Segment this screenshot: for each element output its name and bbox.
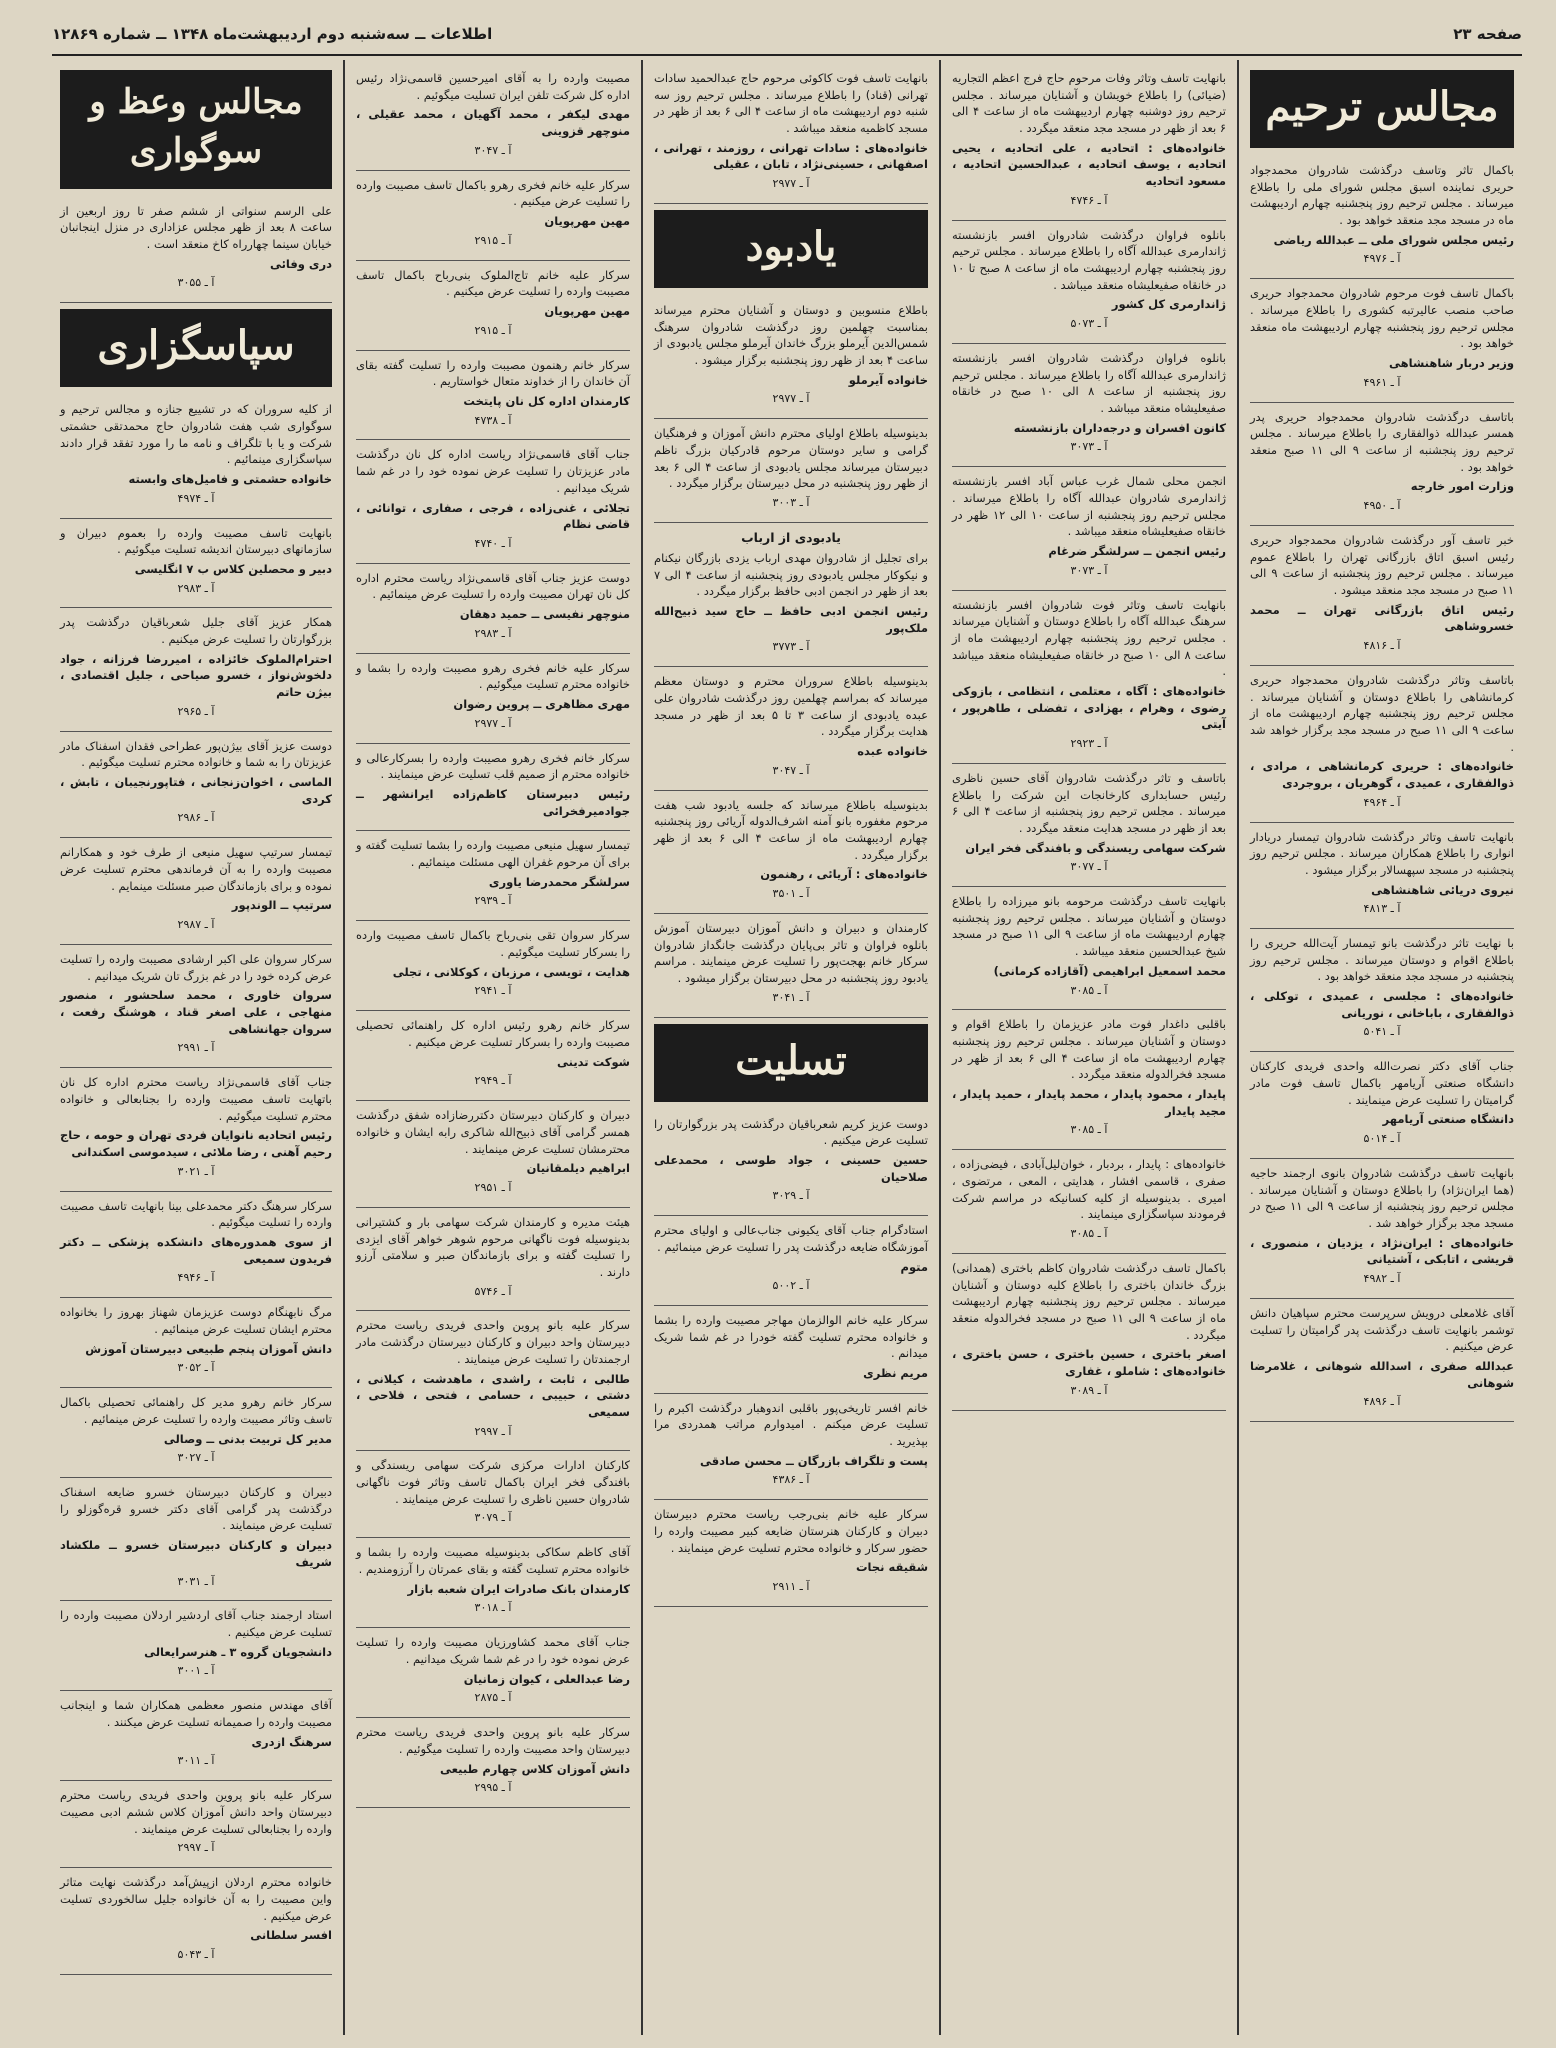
notice	[60, 732, 332, 839]
notice-text: بانلوه فراوان درگذشت شادروان افسر بازنشسته ژاندارمری عبدالله آگاه را باطلاع میرساند . مجلس ترحیم روز پنجشنبه چهارم اردیبهشت ماه از ساعت ۸ صبح تا ۱۰ در خانقاه صفیعلیشاه منعقد میباشد .	[952, 227, 1226, 292]
notice-text: جناب آقای محمد کشاورزیان مصیبت وارده را تسلیت عرض نموده خود را در غم شما شریک میدانیم .	[356, 1635, 630, 1667]
notice	[654, 64, 928, 204]
notice	[952, 467, 1226, 590]
notice-signature: محمد اسمعیل ابراهیمی (آقازاده کرمانی)	[993, 963, 1226, 978]
notice-text: تیمسار سهیل منیعی مصیبت وارده را بشما تسلیت گفته و برای آن مرحوم غفران الهی مسئلت مینمائیم .	[356, 838, 630, 870]
notice	[1250, 279, 1514, 402]
notice-signature: مهین مهرپویان	[544, 213, 630, 228]
notice	[654, 667, 928, 790]
notice	[60, 945, 332, 1068]
notice	[952, 764, 1226, 887]
notice	[654, 296, 928, 419]
notice-signature: سرلشگر محمدرضا یاوری	[488, 874, 630, 889]
notice-signature: رئیس مجلس شورای ملی ــ عبدالله ریاضی	[1273, 232, 1514, 247]
notice	[1250, 156, 1514, 279]
notice	[952, 221, 1226, 344]
notice-code: آ ـ ۴۷۴۶	[1070, 193, 1108, 207]
notice	[654, 791, 928, 914]
notice	[356, 351, 630, 441]
notice	[654, 1394, 928, 1501]
notice-text: انجمن محلی شمال غرب عباس آباد افسر بازنشسته ژاندارمری شادروان عبدالله آگاه را باطلاع میرساند . مجلس ترحیم روز پنجشنبه از ساعت ۱۰ الی ۱۲ ظهر در خانقاه صفیعلیشاه منعقد میباشد .	[952, 474, 1226, 539]
notice	[60, 1691, 332, 1781]
notice-text: استاد ارجمند جناب آقای اردشیر اردلان مصیبت وارده را تسلیت عرض میکنیم .	[60, 1608, 332, 1640]
notice-text: مرگ نابهنگام دوست عزیزمان شهناز بهروز را بخانواده محترم ایشان تسلیت عرض مینمائیم .	[60, 1305, 332, 1336]
notice-text: سرکار خانم فخری رهرو مصیبت وارده را بسرکارعالی و خانواده محترم از صمیم قلب تسلیت عرض مینمایند .	[356, 750, 630, 782]
notice-code: آ ـ ۴۹۸۲	[1363, 1272, 1401, 1286]
notice-code: آ ـ ۵۰۷۳	[1070, 317, 1108, 330]
notice-signature: دبیران و کارکنان دبیرستان خسرو ــ ملکشاد شریف	[60, 1538, 332, 1569]
paper-info: اطلاعات ــ سه‌شنبه دوم اردیبهشت‌ماه ۱۳۴۸ ــ شماره ۱۲۸۶۹	[52, 25, 493, 43]
notice-signature: خانواده عبده	[857, 744, 928, 758]
notice-text: باکمال تاسف درگذشت شادروان کاظم باختری (همدانی) بزرگ خاندان باختری را باطلاع کلیه دوستان و آشنایان میرساند . مجلس ترحیم روز پنجشنبه چهارم اردیبهشت ماه از ساعت ۹ الی ۱۱ صبح در مسجد فخرالدوله منعقد میگردد .	[952, 1261, 1226, 1342]
section-banner-yadbud: یادبود	[654, 210, 928, 288]
notice-code: آ ـ ۲۸۷۵	[474, 1691, 512, 1705]
notice-code: آ ـ ۲۹۱۵	[474, 233, 512, 247]
notice-signature: مهین مهرپویان	[544, 303, 630, 318]
notice-code: آ ـ ۳۰۸۵	[1070, 1227, 1108, 1241]
notice-text: سرکار علیه خانم تاج‌الملوک بنی‌رباح باکمال تاسف مصیبت وارده را تسلیت عرض میکنیم .	[356, 267, 630, 299]
notice	[654, 914, 928, 1018]
notice	[356, 1538, 630, 1628]
notice-code: آ ـ ۲۹۱۵	[474, 323, 512, 337]
notice-text: سرکار سرهنگ دکتر محمدعلی بینا بانهایت تاسف مصیبت وارده را تسلیت میگوئیم .	[60, 1198, 332, 1230]
notice-code: آ ـ ۴۹۶۱	[1363, 375, 1401, 389]
notice-signature: از سوی همدوره‌های دانشکده پزشکی ــ دکتر فریدون سمیعی	[60, 1234, 332, 1266]
notice	[952, 1254, 1226, 1411]
notice-code: آ ـ ۳۰۸۵	[1070, 983, 1108, 997]
notice-code: آ ـ ۳۰۷۷	[1070, 860, 1108, 874]
notice	[952, 1010, 1226, 1150]
notice	[356, 1311, 630, 1451]
notice-signature: شقیقه نجات	[855, 1560, 928, 1575]
notice-code: آ ـ ۲۹۷۷	[772, 177, 810, 191]
notice-text: سرکار خانم رهرو مدیر کل راهنمائی تحصیلی باکمال تاسف وتاثر مصیبت وارده را تسلیت عرض مینمائیم .	[60, 1395, 332, 1426]
notice	[60, 395, 332, 518]
notices-list	[356, 64, 630, 1808]
notice-code: آ ـ ۳۰۱۱	[177, 1754, 215, 1768]
notice-signature: افسر سلطانی	[250, 1928, 332, 1943]
notice-signature: حسین حسینی ، جواد طوسی ، محمدعلی صلاحیان	[654, 1152, 928, 1184]
notice-text: بانهایت تاسف وتاثر وفات مرحوم حاج فرج اعظم التجاریه (ضیائی) را باطلاع خویشان و آشنایان میرساند . مجلس ترحیم روز دوشنبه چهارم اردیبهشت ماه از ساعت ۴ الی ۶ بعد از ظهر در مسجد مجد منعقد میگردد .	[952, 71, 1226, 136]
notice-text: علی الرسم سنواتی از ششم صفر تا روز اربعین از ساعت ۸ بعد از ظهر مجلس عزاداری در منزل اینجانبان خیابان سینما چهارراه کاخ منعقد است .	[60, 203, 332, 251]
notice-signature: خانواده‌های : ایران‌نژاد ، یزدیان ، منصوری ، قریشی ، اتابکی ، آشتیانی	[1250, 1235, 1514, 1267]
notice-text: خانم افسر تاریخی‌پور باقلبی اندوهبار درگذشت اکبرم را تسلیت عرض میکنم . امیدوارم مراتب همدردی مرا بپذیرید .	[654, 1400, 928, 1449]
notice-code: آ ـ ۳۰۲۹	[772, 1189, 810, 1203]
notice-signature: هدایت ، تویسی ، مرزبان ، کوکلانی ، تجلی	[392, 964, 630, 979]
column-rule	[1237, 60, 1239, 2035]
notice-text: سرکار سروان تقی بنی‌رباح باکمال تاسف مصیبت وارده را بسرکار تسلیت میگوئیم .	[356, 928, 630, 959]
notice-text: سرکار علیه خانم بنی‌رجب ریاست محترم دبیرستان دبیران و کارکنان هنرستان ضایعه کبیر مصیبت وارده را حضور سرکار و خانواده محترم تسلیت عرض مینمایند .	[654, 1507, 928, 1555]
notice-code: آ ـ ۲۹۸۳	[177, 581, 215, 595]
notice-code: آ ـ ۵۰۴۳	[177, 1947, 215, 1961]
notice-text: بدینوسیله باطلاع میرساند که جلسه یادبود شب هفت مرحوم مغفوره بانو آمنه اشرف‌الدوله آریائی روز پنجشنبه چهارم اردیبهشت ماه از ساعت ۴ الی ۶ بعد از ظهر برگزار میگردد .	[654, 797, 928, 862]
notice-code: آ ـ ۴۸۹۶	[1363, 1395, 1401, 1409]
notice-text: خانواده‌های : پایدار ، بردبار ، خوان‌لیل‌آبادی ، فیضی‌زاده ، صفری ، قاسمی افشار ، هدایتی ، المعی ، مرتضوی ، امیری . بدینوسیله از کلیه کسانیکه در مراسم شرکت فرمودند سپاسگزاری مینمایند .	[952, 1157, 1226, 1222]
notices-list	[60, 395, 332, 1975]
notice-text: باتاسف وتاثر درگذشت شادروان محمدجواد حریری کرمانشاهی را باطلاع دوستان و آشنایان میرساند . مجلس ترحیم روز پنجشنبه چهارم اردیبهشت ماه از ساعت ۹ الی ۱۱ صبح در مسجد مجد برگزار خواهد شد .	[1250, 672, 1514, 754]
notice-text: سرکار علیه بانو پروین واحدی فریدی ریاست محترم دبیرستان واحد مصیبت وارده را تسلیت میگوئیم .	[356, 1725, 630, 1756]
notice-code: آ ـ ۳۰۴۷	[474, 143, 512, 157]
notices-list	[60, 197, 332, 304]
notice-text: باکمال تاسف فوت مرحوم شادروان محمدجواد حریری صاحب منصب عالیرتبه کشوری را باطلاع میرساند . مجلس ترحیم روز پنجشنبه چهارم اردیبهشت ماه منعقد خواهد بود .	[1250, 286, 1514, 351]
notice-signature: خانواده‌های : مجلسی ، عمیدی ، توکلی ، ذوالفقاری ، باباخانی ، نوریانی	[1250, 989, 1514, 1020]
column-3	[646, 60, 936, 2035]
notice-signature: وزیر دربار شاهنشاهی	[1389, 355, 1514, 370]
notice	[654, 1216, 928, 1306]
notice	[356, 64, 630, 171]
notice-signature: خانواده‌های : سادات تهرانی ، روزمند ، تهرانی ، اصفهانی ، حسینی‌نژاد ، تابان ، عقیلی	[654, 140, 928, 172]
notice-code: آ ـ ۵۷۴۶	[474, 1284, 512, 1298]
notice-signature: خانواده‌های : اتحادیه ، علی اتحادیه ، یحیی اتحادیه ، یوسف اتحادیه ، عبدالحسین اتحادیه ، مسعود اتحادیه	[952, 140, 1226, 189]
notice-text: سرکار علیه خانم فخری رهرو مصیبت وارده را بشما و خانواده محترم تسلیت میگوئیم .	[356, 660, 630, 692]
notice-signature: تجلائی ، غنی‌زاده ، فرجی ، صفاری ، توانائی ، قاضی نظام	[356, 500, 630, 532]
notice-signature: الماسی ، اخوان‌زنجانی ، فتاپورنجیبان ، تابش ، کردی	[60, 775, 332, 806]
notice-text: باتاسف و تاثر درگذشت شادروان آقای حسین ناظری رئیس حسابداری کارخانجات این شرکت را باطلاع میرساند . مجلس ترحیم روز پنجشنبه از ساعت ۴ الی ۶ بعد از ظهر در مسجد هدایت منعقد میگردد .	[952, 770, 1226, 835]
column-2	[944, 60, 1234, 2035]
notice-signature: عبدالله صفری ، اسدالله شوهانی ، غلامرضا شوهانی	[1250, 1359, 1514, 1390]
notices-list	[654, 1110, 928, 1608]
notice	[60, 519, 332, 609]
notice-signature: مریم نظری	[863, 1366, 928, 1381]
columns-grid	[52, 60, 1522, 2035]
notice-text: سرکار سروان علی اکبر ارشادی مصیبت وارده را تسلیت عرض کرده خود را در غم بزرگ تان شریک میدانیم .	[60, 952, 332, 983]
notices-list	[1250, 156, 1514, 1422]
notice-code: آ ـ ۳۰۴۷	[772, 763, 810, 777]
notice	[60, 1068, 332, 1191]
notice-signature: اصغر باختری ، حسین باختری ، حسن باختری ، خانواده‌های : شاملو ، غفاری	[952, 1347, 1226, 1379]
notice	[60, 197, 332, 304]
notice-signature: نیروی دریائی شاهنشاهی	[1371, 882, 1514, 897]
notice	[356, 831, 630, 921]
notice-signature: دانش آموزان کلاس چهارم طبیعی	[440, 1761, 630, 1776]
notice-text: تیمسار سرتیپ سهیل منیعی از طرف خود و همکارانم مصیبت وارده را به آن فرماندهی محترم تسلیت عرض نموده و برای بازماندگان صبر مسئلت مینمایم .	[60, 845, 332, 893]
notice-text: جناب آقای قاسمی‌نژاد ریاست اداره کل نان درگذشت مادر عزیزتان را تسلیت عرض نموده خود را در غم شما شریک میدانیم .	[356, 447, 630, 495]
notice	[654, 523, 928, 667]
notice-text: بانلوه فراوان درگذشت شادروان افسر بازنشسته ژاندارمری عبدالله آگاه را باطلاع میرساند . مجلس ترحیم روز پنجشنبه از ساعت ۸ الی ۱۰ صبح در خانقاه صفیعلیشاه منعقد میباشد .	[952, 350, 1226, 415]
column-1	[1242, 60, 1522, 2035]
notice	[356, 654, 630, 744]
notice-code: آ ـ ۳۰۰۳	[772, 495, 810, 509]
notice-text: بانهایت تاسف وتاثر فوت شادروان افسر بازنشسته سرهنگ عبدالله آگاه را باطلاع دوستان و آشنایان میرساند . مجلس ترحیم روز پنجشنبه چهارم اردیبهشت ماه از ساعت ۸ الی ۱۰ صبح در خانقاه صفیعلیشاه منعقد میباشد .	[952, 597, 1226, 679]
notice-signature: رضا عبدالعلی ، کیوان زمانیان	[463, 1671, 630, 1686]
notice	[60, 1601, 332, 1691]
notice-text: خانواده محترم اردلان ازپیش‌آمد درگذشت نهایت متاثر واین مصیبت را به آن خانواده جلیل سالخوردی تسلیت عرض میکنیم .	[60, 1875, 332, 1923]
notice-code: آ ـ ۵۰۰۲	[772, 1279, 810, 1293]
notice-code: آ ـ ۲۹۹۷	[474, 1424, 512, 1438]
notice-text: بانهایت تاسف وتاثر درگذشت شادروان تیمسار دریادار انواری را باطلاع همکاران میرساند . مجلس ترحیم روز پنجشنبه در مسجد سپهسالار برگزار میشود .	[1250, 829, 1514, 877]
notice-text: سرکار خانم رهرو رئیس اداره کل راهنمائی تحصیلی مصیبت وارده را بسرکار تسلیت عرض میکنیم .	[356, 1018, 630, 1049]
section-banner-memorial: مجالس ترحیم	[1250, 70, 1514, 148]
notice-code: آ ـ ۳۰۷۳	[1070, 563, 1108, 577]
masthead	[52, 14, 1522, 56]
notice-signature: رئیس اتاق بازرگانی تهران ــ محمد خسروشاهی	[1250, 602, 1514, 634]
notice-text: بانهایت تاسف درگذشت مرحومه بانو میرزاده را باطلاع دوستان و آشنایان میرساند . مجلس ترحیم روز پنجشنبه چهارم اردیبهشت ماه از ساعت ۹ الی ۱۱ صبح در مسجد شیخ عبدالحسین منعقد میباشد .	[952, 894, 1226, 959]
notice-signature: متوم	[900, 1259, 928, 1274]
notice	[952, 64, 1226, 221]
notice-code: آ ـ ۲۹۷۷	[474, 716, 512, 730]
notices-list	[654, 64, 928, 204]
notice	[1250, 403, 1514, 526]
notice-signature: خانواده حشمتی و فامیل‌های وابسته	[128, 471, 332, 486]
notice-code: آ ـ ۳۰۵۲	[177, 1361, 215, 1375]
notice	[60, 1192, 332, 1299]
notice-code: آ ـ ۲۹۹۷	[177, 1841, 215, 1855]
notice-text: از کلیه سروران که در تشییع جنازه و مجالس ترحیم و سوگواری شب هفت شادروان حاج محمدتقی حشمتی شرکت و یا با تلگراف و نامه ما را مورد تفقد قرار دادند سپاسگزاری مینمائیم .	[60, 402, 332, 467]
notices-list	[952, 64, 1226, 1411]
notice	[60, 1478, 332, 1601]
notice-text: آقای مهندس منصور معظمی همکاران شما و اینجانب مصیبت وارده را صمیمانه تسلیت عرض میکنند .	[60, 1698, 332, 1730]
notice-code: آ ـ ۲۹۸۳	[474, 626, 512, 640]
notice	[60, 1868, 332, 1975]
notice-signature: وزارت امور خارجه	[1410, 479, 1514, 494]
notice-signature: کارمندان اداره کل نان پایتخت	[463, 393, 630, 408]
notice	[60, 838, 332, 945]
notice-signature: سروان خاوری ، محمد سلحشور ، منصور منهاجی ، علی اصغر قناد ، هوشنگ رفعت ، سروان جهانشاهی	[60, 988, 332, 1036]
notice-signature: کارمندان بانک صادرات ایران شعبه بازار	[407, 1581, 630, 1596]
notice-signature: احترام‌الملوک خائزاده ، امیررضا فرزانه ، جواد دلخوش‌نواز ، خسرو صیاحی ، جلیل اقتصادی ، بیژن حاتم	[60, 651, 332, 700]
notice-signature: رئیس انجمن ــ سرلشگر ضرغام	[1048, 543, 1226, 558]
notice-code: آ ـ ۲۹۴۹	[474, 1074, 512, 1088]
page-number: صفحه ۲۳	[1453, 25, 1522, 43]
notice-signature: دبیر و محصلین کلاس ب ۷ انگلیسی	[134, 561, 332, 576]
notice-text: جناب آقای قاسمی‌نژاد ریاست محترم اداره کل نان باتهایت تاسف مصیبت وارده را بجنابعالی و خانواده محترم تسلیت میگوئیم .	[60, 1075, 332, 1123]
notice-text: کارمندان و دبیران و دانش آموزان دبیرستان آموزش بانلوه فراوان و تاثر بی‌پایان درگذشت جانگداز شادروان سرکار خانم بهجت‌پور را تسلیت عرض مینمایند . مراسم یادبود روز پنجشنبه در محل دبیرستان برگزار میشود .	[654, 920, 928, 985]
notice-code: آ ـ ۲۹۵۱	[474, 1180, 512, 1194]
notice-text: هیئت مدیره و کارمندان شرکت سهامی بار و کشتیرانی بدینوسیله فوت ناگهانی مرحوم شوهر خواهر آقای ایزدی را تسلیت گفته و برای بازماندگان صبر و سلامتی آرزو دارند .	[356, 1214, 630, 1279]
notice-text: جناب آقای دکتر نصرت‌الله واحدی فریدی کارکنان دانشگاه صنعتی آریامهر باکمال تاسف فوت مادر گرامیتان را تسلیت عرض مینمایند .	[1250, 1059, 1514, 1107]
notice-text: سرکار علیه بانو پروین واحدی فریدی ریاست محترم دبیرستان واحد دانش آموزان کلاس ششم ادبی مصیبت وارده را بجنابعالی تسلیت عرض مینمایند .	[60, 1788, 332, 1836]
notice	[952, 591, 1226, 764]
notice	[60, 1298, 332, 1388]
notice	[1250, 666, 1514, 823]
notice-code: آ ـ ۲۹۹۵	[474, 1781, 512, 1795]
notice-signature: طالبی ، ثابت ، راشدی ، ماهدشت ، کیلانی ، دشتی ، حبیبی ، حسامی ، فتحی ، فلاحی ، سمیعی	[356, 1371, 630, 1419]
notice	[1250, 1052, 1514, 1159]
notice	[356, 564, 630, 654]
notice	[356, 1718, 630, 1808]
notice-text: دوست عزیز آقای بیژن‌پور عطراحی فقدان اسفناک مادر عزیزتان را به شما و خانواده محترم تسلیت میگوئیم .	[60, 738, 332, 770]
notice-code: آ ـ ۲۹۶۵	[177, 704, 215, 718]
notice-signature: کانون افسران و درجه‌داران بازنشسته	[1013, 420, 1226, 435]
column-rule	[641, 60, 643, 2035]
notice-signature: پست و تلگراف بازرگان ــ محسن صادقی	[699, 1453, 928, 1468]
notice	[356, 440, 630, 563]
notice	[356, 921, 630, 1011]
notice-signature: دانشجویان گروه ۳ ـ هنرسرایعالی	[144, 1644, 332, 1659]
notice	[356, 171, 630, 261]
section-banner-thanks: سپاسگزاری	[60, 309, 332, 387]
column-rule	[939, 60, 941, 2035]
notice-signature: مدیر کل تربیت بدنی ــ وصالی	[163, 1431, 332, 1446]
notice-signature: رئیس اتحادیه نانوایان فردی تهران و حومه ، حاج رحیم آهنی ، رضا ملائی ، سیدموسی اسکندانی	[60, 1128, 332, 1159]
notice-signature: دری وفائی	[269, 256, 332, 271]
notice-code: آ ـ ۲۹۴۱	[474, 984, 512, 998]
notice-code: آ ـ ۴۸۱۶	[1363, 638, 1401, 652]
notice-text: باطلاع منسوبین و دوستان و آشنایان محترم میرساند بمناسبت چهلمین روز درگذشت شادروان سرهنگ شمس‌الدین آیرملو بزرگ خاندان آیرملو مجلس یادبودی از ساعت ۴ بعد از ظهر روز پنجشنبه برگزار میشود .	[654, 302, 928, 367]
notice-code: آ ـ ۳۰۱۸	[474, 1601, 512, 1615]
notice-signature: سرهنگ ازدری	[251, 1734, 332, 1749]
notice-signature: پایدار ، محمود پایدار ، محمد پایدار ، حمید پایدار ، مجید پایدار	[952, 1087, 1226, 1118]
notice	[1250, 1299, 1514, 1422]
notice-code: آ ـ ۳۰۰۱	[177, 1664, 215, 1678]
notice-code: آ ـ ۲۹۷۷	[772, 392, 810, 406]
notice-code: آ ـ ۴۷۳۸	[474, 413, 512, 427]
section-banner-mourning: مجالس وعظ و سوگواری	[60, 70, 332, 189]
notice-text: با نهایت تاثر درگذشت بانو تیمسار آیت‌الله حریری را باطلاع اقوام و دوستان میرساند . مجلس ترحیم روز پنجشنبه در مسجد مجد منعقد خواهد بود .	[1250, 936, 1514, 984]
notice-code: آ ـ ۳۷۷۳	[772, 640, 810, 654]
notice-text: بانهایت تاسف فوت کاکوئی مرحوم حاج عبدالحمید سادات تهرانی (قناد) را باطلاع میرساند . مجلس ترحیم روز سه شنبه دوم اردیبهشت ماه از ساعت ۴ الی ۶ بعد از ظهر در مسجد کاظمیه منعقد میباشد .	[654, 71, 928, 136]
notice-signature: خانواده‌های : حریری کرمانشاهی ، مرادی ، ذوالفقاری ، عمیدی ، گوهریان ، بروجردی	[1250, 759, 1514, 790]
notice-code: آ ـ ۲۹۸۶	[177, 811, 215, 825]
notice-text: بدینوسیله باطلاع اولیای محترم دانش آموزان و فرهنگیان گرامی و سایر دوستان مرحوم قادرکیان بزرگ ناظم دبیرستان میرساند مجلس یادبودی از ساعت ۴ الی ۶ بعد از ظهر روز پنجشنبه در محل دبیرستان برگزار میگردد .	[654, 426, 928, 491]
notice-text: برای تجلیل از شادروان مهدی ارباب یزدی بازرگان نیکنام و نیکوکار مجلس یادبودی روز پنجشنبه از ساعت ۴ الی ۷ بعد از ظهر در انجمن ادبی حافظ برگزار میگردد .	[654, 551, 928, 599]
column-rule	[343, 60, 345, 2035]
notice-text: خبر تاسف آور درگذشت شادروان محمدجواد حریری رئیس اسبق اتاق بازرگانی تهران را باطلاع عموم میرساند . مجلس ترحیم روز پنجشنبه از ساعت ۹ الی ۱۱ صبح در مسجد مجد منعقد میشود .	[1250, 532, 1514, 597]
notice-text: دبیران و کارکنان دبیرستان خسرو ضایعه اسفناک درگذشت پدر گرامی آقای دکتر خسرو قره‌گوزلو را تسلیت عرض مینمایند .	[60, 1485, 332, 1533]
notice-signature: رئیس دبیرستان کاظم‌زاده ایرانشهر ــ جوادمیرفخرائی	[356, 787, 630, 818]
notice-code: آ ـ ۴۹۴۶	[177, 1271, 215, 1285]
notice-code: آ ـ ۳۰۲۷	[177, 1451, 215, 1465]
notice-text: سرکار علیه بانو پروین واحدی فریدی ریاست محترم دبیرستان واحد دبیران و کارکنان دبیرستان درگذشت مادر ارجمندتان را تسلیت عرض مینمایند .	[356, 1318, 630, 1366]
notice	[356, 1101, 630, 1208]
notice-code: آ ـ ۲۹۸۷	[177, 918, 215, 932]
notice-code: آ ـ ۳۰۴۱	[772, 990, 810, 1004]
notice-signature: سرتیپ ــ الوندپور	[231, 898, 332, 913]
notice-signature: خانواده‌های : آگاه ، معتلمی ، انتظامی ، بازوکی رضوی ، وهرام ، بهزادی ، تفضلی ، طاهرپور ، آیتی	[952, 683, 1226, 732]
notice	[356, 744, 630, 832]
notice-text: باکمال تاثر وتاسف درگذشت شادروان محمدجواد حریری نماینده اسبق مجلس شورای ملی را باطلاع میرساند . مجلس ترحیم روز پنجشنبه چهارم اردیبهشت ماه در مسجد مجد منعقد خواهد بود .	[1250, 163, 1514, 228]
notice-code: آ ـ ۳۰۵۵	[177, 276, 215, 290]
notice-code: آ ـ ۴۸۱۳	[1363, 902, 1401, 916]
notice-text: آقای کاظم سکاکی بدینوسیله مصیبت وارده را بشما و خانواده محترم تسلیت گفته و بقای عمرتان را آرزومندیم .	[356, 1545, 630, 1577]
notice-code: آ ـ ۳۵۰۱	[772, 886, 810, 900]
notice-text: همکار عزیز آقای جلیل شعرباقیان درگذشت پدر بزرگوارتان را تسلیت عرض میکنیم .	[60, 615, 332, 647]
notice-code: آ ـ ۲۹۳۹	[474, 894, 512, 908]
notice-code: آ ـ ۵۰۱۴	[1363, 1132, 1401, 1146]
notice-text: سرکار خانم رهنمون مصیبت وارده را تسلیت گفته بقای آن خاندان را از خداوند متعال خواستاریم .	[356, 357, 630, 389]
notice	[356, 261, 630, 351]
notice-code: آ ـ ۴۳۸۶	[772, 1473, 810, 1487]
notice	[952, 344, 1226, 467]
notice-signature: رئیس انجمن ادبی حافظ ــ حاج سید ذبیح‌الله ملک‌پور	[654, 604, 928, 635]
notice	[1250, 929, 1514, 1052]
notice-code: آ ـ ۴۹۵۰	[1363, 498, 1401, 512]
notice	[952, 887, 1226, 1010]
notice-text: کارکنان ادارات مرکزی شرکت سهامی ریسندگی و بافندگی فخر ایران باکمال تاسف وتاثر فوت ناگهانی شادروان حسین ناظری را تسلیت عرض مینمایند .	[356, 1458, 630, 1506]
notice-code: آ ـ ۴۹۶۴	[1363, 795, 1401, 809]
notice-code: آ ـ ۴۹۷۴	[177, 491, 215, 505]
notice	[1250, 526, 1514, 666]
notice	[654, 419, 928, 523]
notice-text: سرکار علیه خانم فخری رهرو باکمال تاسف مصیبت وارده را تسلیت عرض میکنیم .	[356, 177, 630, 209]
notice-text: دوست عزیز جناب آقای قاسمی‌نژاد ریاست محترم اداره کل نان تهران مصیبت وارده را تسلیت عرض مینمائیم .	[356, 570, 630, 602]
notice-code: آ ـ ۳۰۷۹	[474, 1511, 512, 1525]
notice	[1250, 1159, 1514, 1299]
column-5	[52, 60, 340, 2035]
notice-text: باتاسف درگذشت شادروان محمدجواد حریری پدر همسر عبدالله ذوالفقاری را باطلاع میرساند . مجلس ترحیم روز پنجشنبه از ساعت ۹ الی ۱۱ صبح منعقد خواهد بود .	[1250, 409, 1514, 474]
notice-code: آ ـ ۳۰۸۵	[1070, 1123, 1108, 1137]
notice-signature: دانش آموزان پنجم طبیعی دبیرستان آموزش	[85, 1341, 332, 1356]
notice-code: آ ـ ۳۰۳۱	[177, 1574, 215, 1588]
section-banner-condolence: تسلیت	[654, 1024, 928, 1102]
notice-text: سرکار علیه خانم الوالزمان مهاجر مصیبت وارده را بشما و خانواده محترم تسلیت گفته خودرا در غم شما شریک میدانم .	[654, 1313, 928, 1361]
notice-signature: شرکت سهامی ریسندگی و بافندگی فخر ایران	[965, 840, 1226, 855]
notice	[356, 1011, 630, 1101]
notice-code: آ ـ ۲۹۲۳	[1070, 736, 1108, 750]
notice-code: آ ـ ۴۹۷۶	[1363, 252, 1401, 266]
notice-code: آ ـ ۳۰۷۳	[1070, 440, 1108, 454]
notice	[654, 1500, 928, 1607]
notice	[60, 608, 332, 731]
notice-signature: مهدی لیکفر ، محمد آگهیان ، محمد عقیلی ، منوچهر قزوینی	[356, 107, 630, 139]
notice-code: آ ـ ۲۹۹۱	[177, 1041, 215, 1055]
notice-text: مصیبت وارده را به آقای امیرحسین قاسمی‌نژاد رئیس اداره کل شرکت تلفن ایران تسلیت میگوئیم .	[356, 71, 630, 102]
notice-text: بانهایت تاسف درگذشت شادروان بانوی ارجمند حاجیه (هما ایران‌نژاد) را باطلاع دوستان و آشنایان میرساند . مجلس ترحیم روز پنجشنبه از ساعت ۹ الی ۱۱ صبح در مسجد مجد برگزار خواهد شد .	[1250, 1166, 1514, 1231]
notice-signature: خانواده آیرملو	[848, 372, 928, 387]
notice-signature: مهری مظاهری ــ پروین رضوان	[453, 697, 630, 712]
notice-title: یادبودی از ارباب	[741, 529, 841, 545]
notice	[1250, 823, 1514, 930]
column-4	[348, 60, 638, 2035]
notice	[952, 1150, 1226, 1254]
notice-text: دوست عزیز کریم شعرباقیان درگذشت پدر بزرگوارتان را تسلیت عرض میکنیم .	[654, 1116, 928, 1148]
notice-text: دبیران و کارکنان دبیرستان دکتررضازاده شفق درگذشت همسر گرامی آقای ذبیح‌الله شاکری رابه ایشان و خانواده محترمشان تسلیت عرض مینمایند .	[356, 1108, 630, 1156]
notice-code: آ ـ ۲۹۱۱	[772, 1580, 810, 1594]
notice	[356, 1451, 630, 1538]
notice	[60, 1388, 332, 1478]
notice-text: استادگرام جناب آقای یکیونی جناب‌عالی و اولیای محترم آموزشگاه ضایعه درگذشت پدر را تسلیت عرض مینمائیم .	[654, 1223, 928, 1254]
notice-code: آ ـ ۳۰۲۱	[177, 1164, 215, 1178]
notice-signature: خانواده‌های : آریائی ، رهنمون	[760, 867, 928, 882]
notice-code: آ ـ ۴۷۴۰	[474, 536, 512, 550]
notice-signature: شوکت تدینی	[557, 1054, 630, 1069]
notice-signature: دانشگاه صنعتی آریامهر	[1382, 1112, 1514, 1127]
notice-signature: منوچهر نفیسی ــ حمید دهقان	[459, 607, 630, 622]
notice-text: باقلبی داغدار فوت مادر عزیزمان را باطلاع اقوام و دوستان و آشنایان میرساند . مجلس ترحیم روز پنجشنبه چهارم اردیبهشت ماه از ساعت ۴ الی ۶ بعد از ظهر در مسجد فخرالدوله منعقد میگردد .	[952, 1017, 1226, 1082]
notice	[60, 1781, 332, 1868]
notices-list	[654, 296, 928, 1018]
notice-signature: ژاندارمری کل کشور	[1111, 297, 1226, 312]
notice-code: آ ـ ۵۰۴۱	[1363, 1025, 1401, 1039]
notice	[356, 1208, 630, 1312]
notice-code: آ ـ ۳۰۸۹	[1070, 1383, 1108, 1397]
notice	[654, 1110, 928, 1217]
notice	[356, 1628, 630, 1718]
notice-text: بانهایت تاسف مصیبت وارده را بعموم دبیران و سازمانهای دبیرستان اندیشه تسلیت میگوئیم .	[60, 525, 332, 557]
notice	[654, 1306, 928, 1394]
notice-signature: ابراهیم دیلمقانیان	[526, 1161, 630, 1176]
notice-text: بدینوسیله باطلاع سروران محترم و دوستان معظم میرساند که بمراسم چهلمین روز درگذشت شادروان علی عبده یادبودی از ساعت ۳ تا ۵ بعد از ظهر در مسجد هدایت برگزار میگردد .	[654, 674, 928, 739]
notice-text: آقای غلامعلی درویش سرپرست محترم سپاهیان دانش توشمر بانهایت تاسف درگذشت پدر گرامیتان را تسلیت عرض میکنیم .	[1250, 1306, 1514, 1354]
